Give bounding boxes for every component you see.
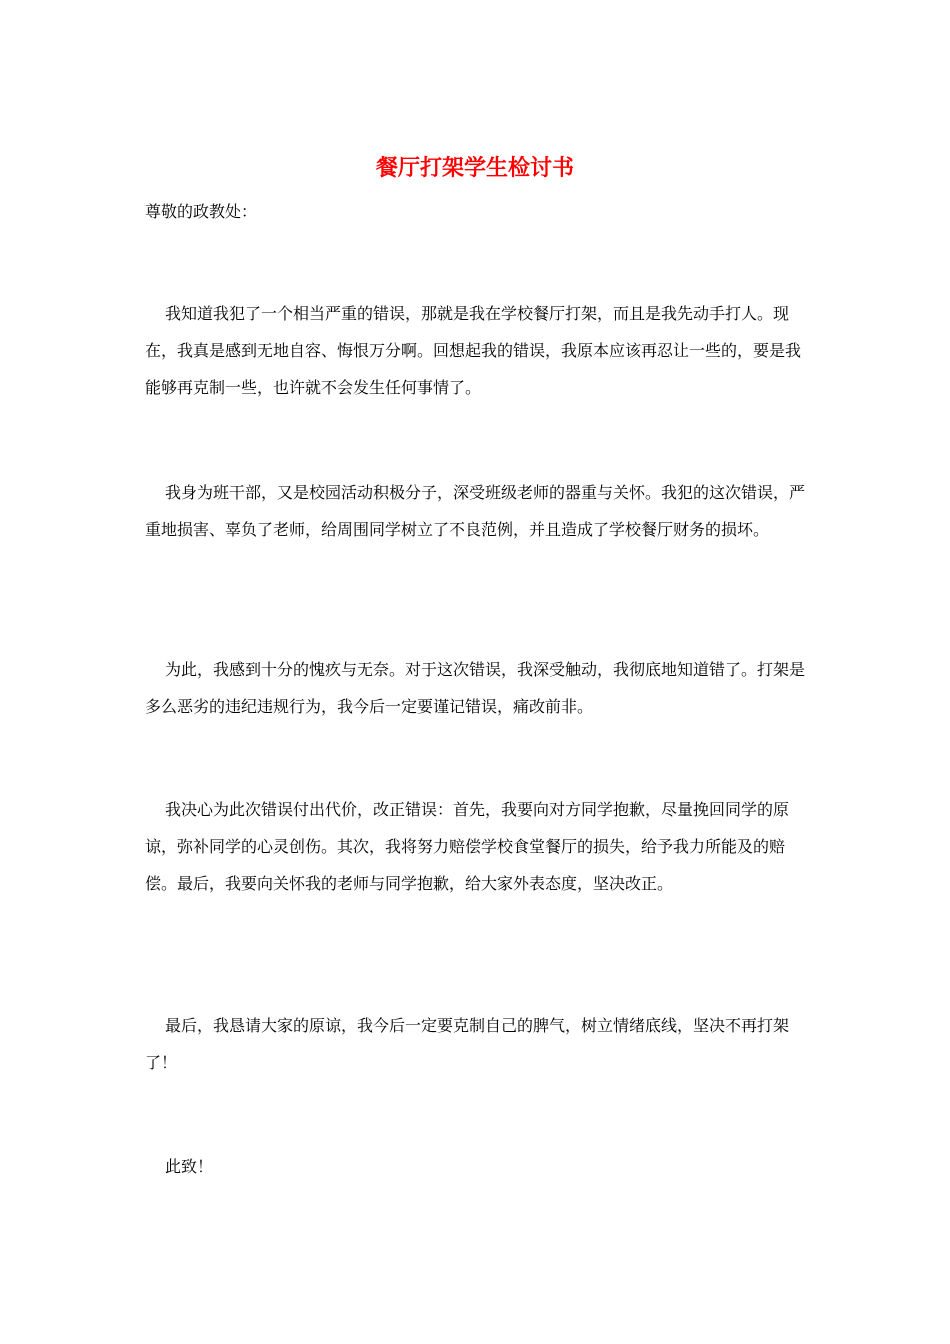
- salutation: 尊敬的政教处：: [145, 202, 258, 221]
- document-title: 餐厅打架学生检讨书: [375, 155, 574, 181]
- paragraph-2: 我身为班干部，又是校园活动积极分子，深受班级老师的器重与关怀。我犯的这次错误，严重地损害、辜负了老师，给周围同学树立了不良范例，并且造成了学校餐厅财务的损坏。: [145, 483, 806, 539]
- paragraph-3: 为此，我感到十分的愧疚与无奈。对于这次错误，我深受触动，我彻底地知道错了。打架是多么恶劣的违纪违规行为，我今后一定要谨记错误，痛改前非。: [145, 660, 806, 716]
- paragraph-4: 我决心为此次错误付出代价，改正错误：首先，我要向对方同学抱歉，尽量挽回同学的原谅，弥补同学的心灵创伤。其次，我将努力赔偿学校食堂餐厅的损失，给予我力所能及的赔偿。最后，我要向关怀我的老师与同学抱歉，给大家外表态度，坚决改正。: [145, 800, 790, 893]
- paragraph-1: 我知道我犯了一个相当严重的错误，那就是我在学校餐厅打架，而且是我先动手打人。现在，我真是感到无地自容、悔恨万分啊。回想起我的错误，我原本应该再忍让一些的，要是我能够再克制一些，也许就不会发生任何事情了。: [145, 304, 802, 397]
- closing-line: 此致！: [165, 1157, 214, 1176]
- paragraph-5: 最后，我恳请大家的原谅，我今后一定要克制自己的脾气，树立情绪底线，坚决不再打架了！: [145, 1016, 790, 1072]
